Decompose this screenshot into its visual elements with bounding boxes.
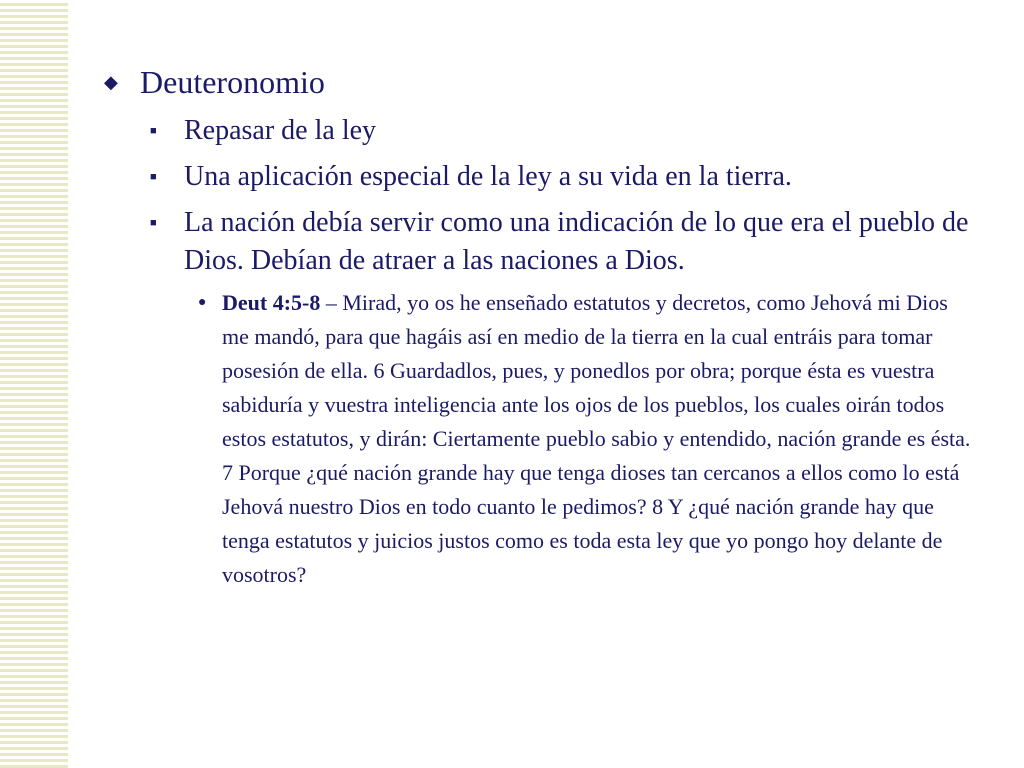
bullet-point xyxy=(150,112,984,150)
bullet-text: Repasar de la ley xyxy=(184,115,377,146)
verse-bullet-point xyxy=(198,286,984,592)
round-bullet-icon: ● xyxy=(198,295,207,310)
slide-heading: Deuteronomio xyxy=(140,64,325,100)
slide-content xyxy=(104,60,984,592)
verse-reference: Deut 4:5-8 xyxy=(222,290,321,315)
bullet-point xyxy=(150,204,984,280)
bullet-point xyxy=(150,158,984,196)
diamond-bullet-icon: ◆ xyxy=(104,72,118,92)
bullet-text: Una aplicación especial de la ley a su vida en la tierra. xyxy=(184,161,792,192)
verse-text-block xyxy=(222,286,978,592)
heading-bullet-row xyxy=(104,60,984,104)
verse-body: – Mirad, yo os he enseñado estatutos y decretos, como Jehová mi Dios me mandó, para que hagáis así en medio de la tierra en la cual entráis para tomar posesión de ella. 6 Guardadlos, pues, y ponedlos por obra; porque ésta es vuestra sabiduría y vuestra inteligencia ante los ojos de los pueblos, los cuales oirán todos estos estatutos, y dirán: Ciertamente pueblo sabio y entendido, nación grande es ésta. 7 Porque ¿qué nación grande hay que tenga dioses tan cercanos a ellos como lo está Jehová nuestro Dios en todo cuanto le pedimos? 8 Y ¿qué nación grande hay que tenga estatutos y juicios justos como es toda esta ley que yo pongo hoy delante de vosotros? xyxy=(222,290,971,587)
square-bullet-icon: ■ xyxy=(150,125,157,137)
square-bullet-icon: ■ xyxy=(150,171,157,183)
square-bullet-icon: ■ xyxy=(150,217,157,229)
decorative-stripe-border xyxy=(0,0,68,768)
bullet-text: La nación debía servir como una indicación de lo que era el pueblo de Dios. Debían de atraer a las naciones a Dios. xyxy=(184,207,969,276)
